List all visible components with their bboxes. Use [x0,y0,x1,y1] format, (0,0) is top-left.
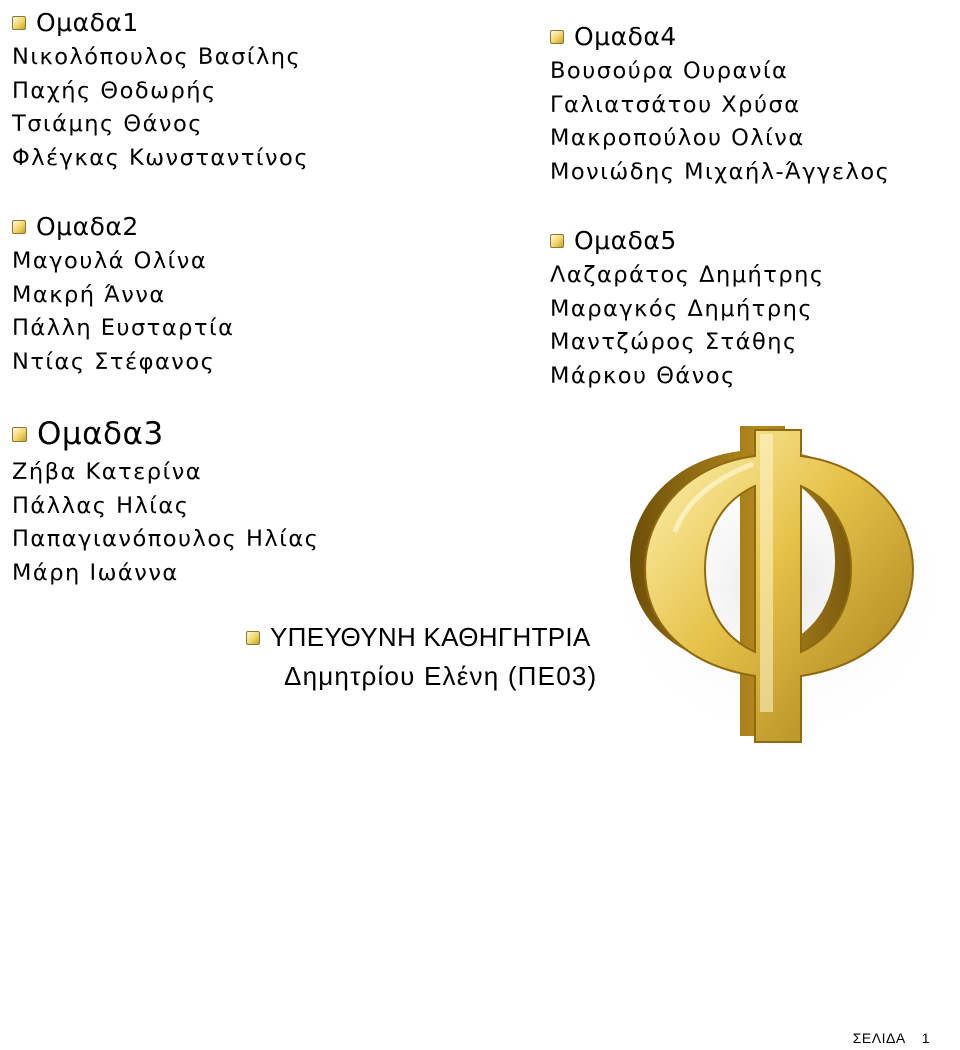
member-name: Μαντζώρος Στάθης [550,329,798,355]
page-footer [853,1030,930,1046]
member-name: Πάλλη Ευσταρτία [12,315,235,341]
member-name: Νικολόπουλος Βασίλης [12,44,302,70]
teacher-name: Δημητρίου Ελένη (ΠΕ03) [284,661,598,691]
group-5-header [550,226,825,255]
bullet-icon [12,427,27,442]
member-name: Μακροπούλου Ολίνα [550,125,805,151]
group-4 [550,22,890,189]
group-2-header [12,212,234,241]
member-name: Μαγουλά Ολίνα [12,248,208,274]
member-name: Παχής Θοδωρής [12,77,217,104]
member-name: Φλέγκας Κωνσταντίνος [12,144,310,171]
group-3 [12,416,319,590]
bullet-icon [12,16,26,30]
group-1 [12,8,309,175]
member-name: Γαλιατσάτου Χρύσα [550,91,801,118]
member-name: Μονιώδης Μιχαήλ-Άγγελος [550,158,891,185]
phi-letter-icon [605,412,955,747]
group-1-header [12,8,309,37]
member-name: Παπαγιανόπουλος Ηλίας [12,526,320,552]
member-name: Λαζαράτος Δημήτρης [550,262,825,288]
group-5 [550,226,825,393]
group-2-title: Ομαδα2 [36,212,139,241]
member-name: Τσιάμης Θάνος [12,111,203,137]
member-name: Μαραγκός Δημήτρης [550,295,814,322]
group-3-header [12,416,319,452]
teacher-header [246,622,597,653]
bullet-icon [12,220,26,234]
group-1-title: Ομαδα1 [36,8,139,37]
member-name: Μάρη Ιωάννα [12,559,179,586]
page-label: ΣΕΛΙΔΑ [852,1030,906,1046]
bullet-icon [550,234,564,248]
group-3-title: Ομαδα3 [37,416,164,452]
page-number: 1 [921,1030,930,1046]
member-name: Βουσούρα Ουρανία [550,58,789,84]
group-4-header [550,22,890,51]
group-4-title: Ομαδα4 [574,22,677,51]
member-name: Ζήβα Κατερίνα [12,459,203,485]
group-2 [12,212,234,379]
group-5-title: Ομαδα5 [574,226,677,255]
member-name: Μάρκου Θάνος [550,362,736,389]
member-name: Μακρή Άννα [12,281,166,308]
member-name: Πάλλας Ηλίας [12,492,190,519]
bullet-icon [550,30,564,44]
member-name: Ντίας Στέφανος [12,348,216,375]
bullet-icon [246,631,260,645]
teacher-heading: ΥΠΕΥΘΥΝΗ ΚΑΘΗΓΗΤΡΙΑ [270,622,591,652]
teacher-section [246,622,597,692]
